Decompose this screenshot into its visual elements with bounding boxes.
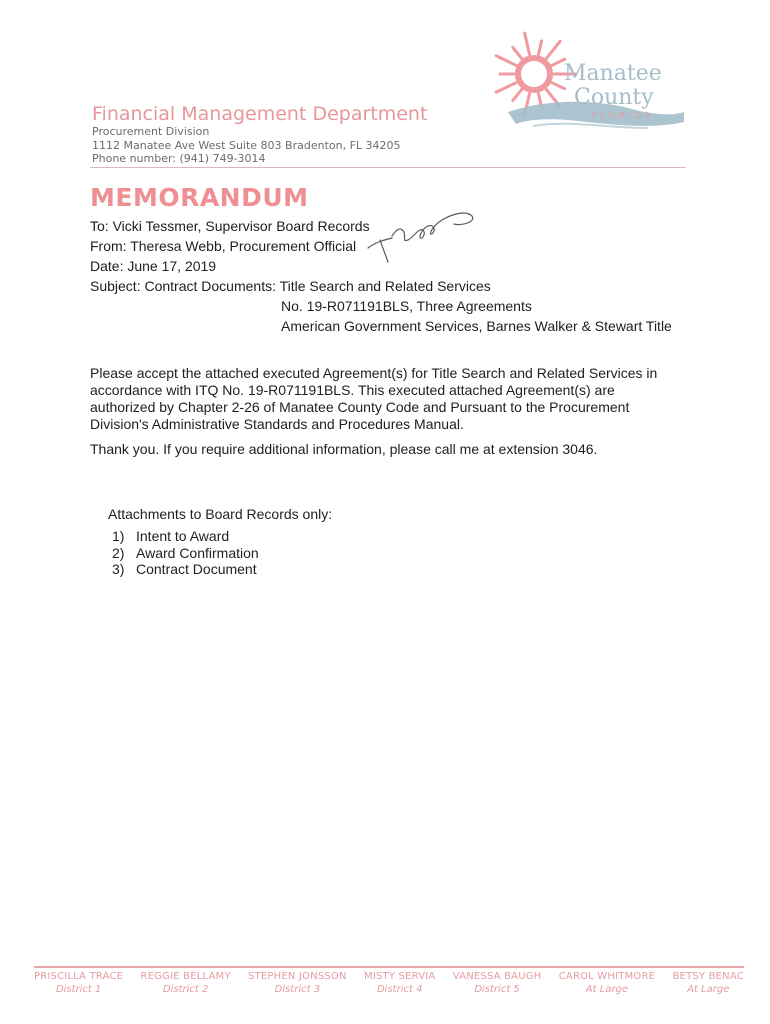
sun-ray <box>513 90 522 101</box>
commissioners-footer <box>34 971 744 995</box>
attachments-list <box>112 528 259 578</box>
commissioner-entry: MISTY SERVIA District 4 <box>364 971 436 995</box>
memo-subject-line2: No. 19-R071191BLS, Three Agreements <box>281 298 532 314</box>
logo-name-line2: County <box>574 85 654 110</box>
county-logo <box>488 28 688 138</box>
memo-subject-line3: American Government Services, Barnes Walker & Stewart Title <box>281 318 672 334</box>
sun-ray <box>552 59 565 65</box>
memo-body: Please accept the attached executed Agreement(s) for Title Search and Related Services in accordance with ITQ No. 19-R071191BLS. This executed attached Agreement(s) are authorized by Chapter 2-26 of Manatee County Code and Pursuant to the Procurement Division's Administrative Standards and Procedures Manual. <box>90 365 658 432</box>
address-line: 1112 Manatee Ave West Suite 803 Bradenton, FL 34205 <box>92 139 401 152</box>
memo-to: To: Vicki Tessmer, Supervisor Board Records <box>90 218 370 234</box>
attachment-item: 1) Intent to Award <box>112 528 230 544</box>
memo-date: Date: June 17, 2019 <box>90 258 217 274</box>
sun-ray <box>513 47 522 58</box>
phone-line: Phone number: (941) 749-3014 <box>92 152 266 165</box>
memo-subject: Subject: Contract Documents: Title Search and Related Services <box>90 278 491 294</box>
memo-title: MEMORANDUM <box>90 183 309 212</box>
sun-ray <box>496 56 516 66</box>
commissioner-entry: REGGIE BELLAMY District 2 <box>140 971 231 995</box>
sun-ray <box>546 41 560 58</box>
sun-ray <box>538 41 541 55</box>
commissioner-entry: PRISCILLA TRACE District 1 <box>34 971 124 995</box>
commissioner-entry: BETSY BENAC At Large <box>672 971 744 995</box>
attachment-item: 3) Contract Document <box>112 561 257 577</box>
sun-ray <box>525 33 530 54</box>
logo-name-line1: Manatee <box>564 61 662 86</box>
attachments-heading: Attachments to Board Records only: <box>108 506 333 522</box>
commissioner-entry: CAROL WHITMORE At Large <box>558 971 656 995</box>
header-divider <box>90 167 686 168</box>
commissioner-entry: VANESSA BAUGH District 5 <box>452 971 542 995</box>
logo-state: FLORIDA <box>592 111 655 120</box>
sun-ray <box>496 83 516 93</box>
handwritten-initials <box>362 196 482 266</box>
division-name: Procurement Division <box>92 125 210 138</box>
footer-divider <box>34 966 744 968</box>
memo-thanks: Thank you. If you require additional information, please call me at extension 3046. <box>90 441 598 457</box>
department-name: Financial Management Department <box>92 103 428 125</box>
attachment-item: 2) Award Confirmation <box>112 544 259 561</box>
memo-from: From: Theresa Webb, Procurement Official <box>90 238 357 254</box>
commissioner-entry: STEPHEN JONSSON District 3 <box>248 971 347 995</box>
sun-wave-emblem <box>488 28 688 138</box>
sun-ray <box>552 83 565 89</box>
sun-disc <box>518 58 550 90</box>
